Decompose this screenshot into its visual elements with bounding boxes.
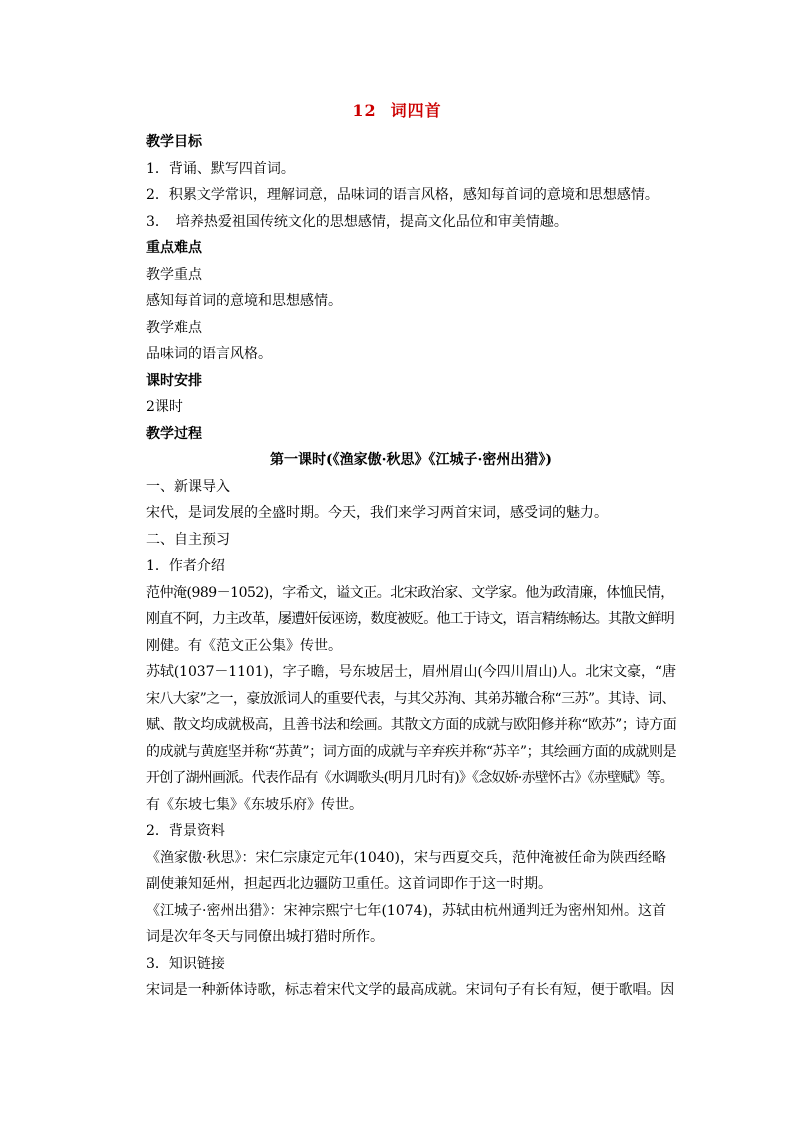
text-line: 词是次年冬天与同僚出城打猎时所作。 xyxy=(146,929,384,945)
text-line: 教学重点 xyxy=(146,266,202,283)
text-line: 《江城子·密州出猎》：宋神宗熙宁七年(1074)，苏轼由杭州通判迁为密州知州。这首 xyxy=(146,902,667,919)
lesson-number: 12 xyxy=(352,101,377,120)
section-heading: 教学目标 xyxy=(146,134,202,150)
text-line: 二、自主预习 xyxy=(146,531,230,548)
text-line: 一、新课导入 xyxy=(146,478,230,495)
text-line: 1．背诵、默写四首词。 xyxy=(146,160,295,177)
text-line: 《渔家傲·秋思》：宋仁宗康定元年(1040)，宋与西夏交兵，范仲淹被任命为陕西经略 xyxy=(146,849,667,866)
text-line: 开创了湖州画派。代表作品有《水调歌头(明月几时有)》《念奴娇·赤壁怀古》《赤壁赋》等。 xyxy=(146,770,673,786)
text-line: 感知每首词的意境和思想感情。 xyxy=(146,293,342,309)
section-heading: 教学过程 xyxy=(146,425,202,442)
lesson-subtitle: 第一课时(《渔家傲·秋思》《江城子·密州出猎》) xyxy=(270,452,552,468)
text-line: 范仲淹(989－1052)，字希文，谥文正。北宋政治家、文学家。他为政清廉，体恤民情， xyxy=(146,584,674,601)
document-body xyxy=(146,129,676,1004)
text-line: 1．作者介绍 xyxy=(146,558,225,574)
lesson-title: 词四首 xyxy=(390,101,442,120)
text-line: 宋代，是词发展的全盛时期。今天，我们来学习两首宋词，感受词的魅力。 xyxy=(146,505,608,521)
section-heading: 重点难点 xyxy=(146,240,202,256)
text-line: 副使兼知延州，担起西北边疆防卫重任。这首词即作于这一时期。 xyxy=(146,876,552,892)
text-line: 宋词是一种新体诗歌，标志着宋代文学的最高成就。宋词句子有长有短，便于歌唱。因 xyxy=(146,982,675,998)
text-line: 刚直不阿，力主改革，屡遭奸佞诬谤，数度被贬。他工于诗文，语言精练畅达。其散文鲜明 xyxy=(146,611,674,627)
text-line: 刚健。有《范文正公集》传世。 xyxy=(146,637,342,654)
text-line: 2．积累文学常识，理解词意，品味词的语言风格，感知每首词的意境和思想感情。 xyxy=(146,187,659,203)
text-line: 2课时 xyxy=(146,399,183,415)
text-line: 赋、散文均成就极高，且善书法和绘画。其散文方面的成就与欧阳修并称“欧苏”；诗方面 xyxy=(146,717,676,733)
page-title xyxy=(0,98,794,121)
text-line: 苏轼(1037－1101)，字子瞻，号东坡居士，眉州眉山(今四川眉山)人。北宋文豪，“唐 xyxy=(146,664,676,680)
text-line: 宋八大家”之一，豪放派词人的重要代表，与其父苏洵、其弟苏辙合称“三苏”。其诗、词、 xyxy=(146,690,675,707)
text-line: 2．背景资料 xyxy=(146,823,225,839)
text-line: 有《东坡七集》《东坡乐府》传世。 xyxy=(146,796,363,813)
text-line: 教学难点 xyxy=(146,319,202,336)
text-line: 3． 培养热爱祖国传统文化的思想感情，提高文化品位和审美情趣。 xyxy=(146,213,568,230)
section-heading: 课时安排 xyxy=(146,372,202,389)
text-line: 品味词的语言风格。 xyxy=(146,346,272,362)
text-line: 的成就与黄庭坚并称“苏黄”；词方面的成就与辛弃疾并称“苏辛”；其绘画方面的成就则是 xyxy=(146,743,676,760)
text-line: 3．知识链接 xyxy=(146,955,225,972)
